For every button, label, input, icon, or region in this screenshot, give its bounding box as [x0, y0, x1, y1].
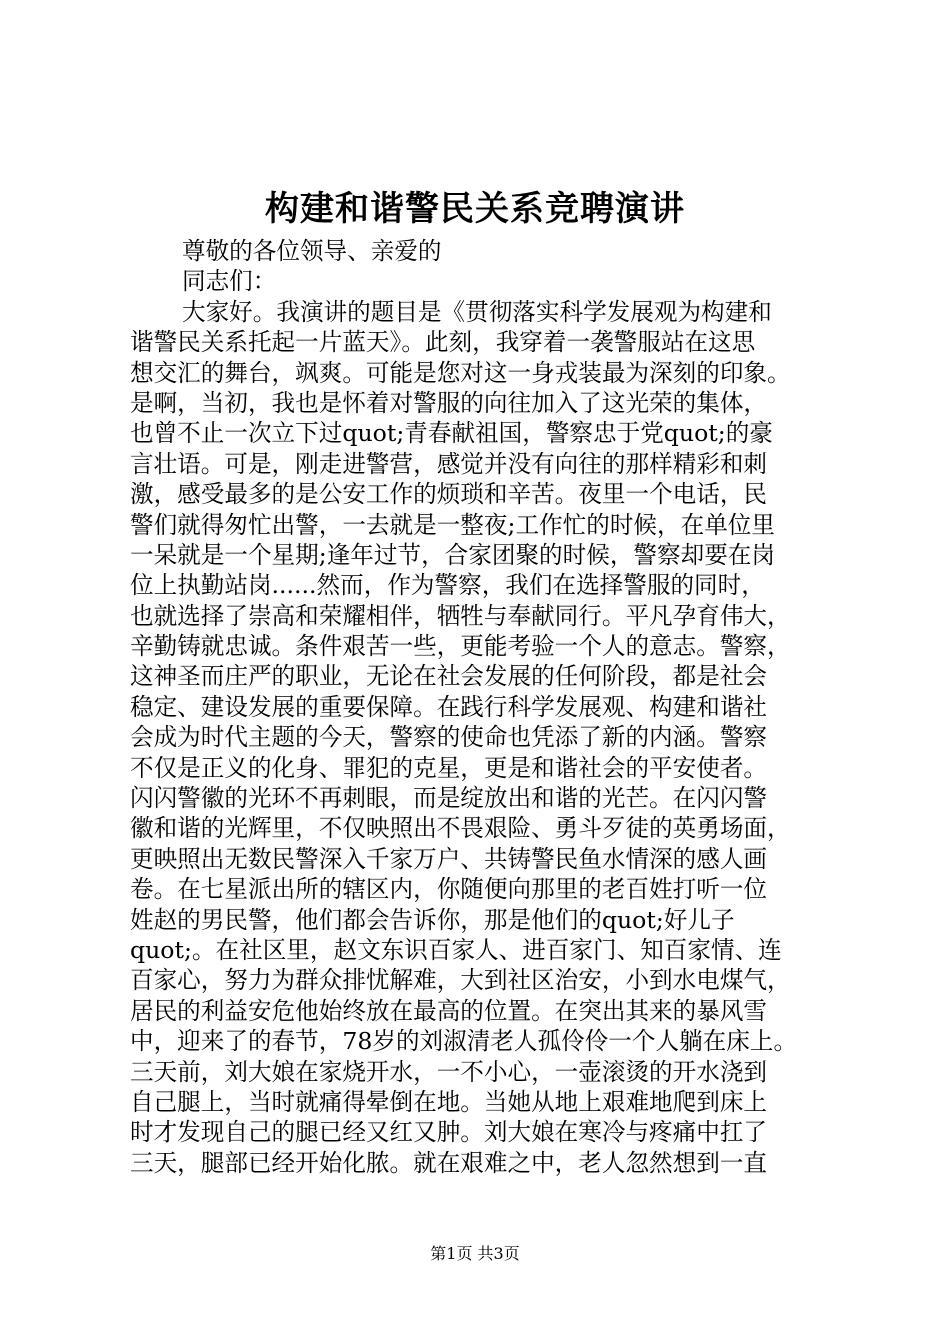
salutation-line-1: 尊敬的各位领导、亲爱的 — [182, 237, 442, 265]
body-line: 一呆就是一个星期;逢年过节，合家团聚的时候，警察却要在岗 — [130, 540, 775, 569]
body-line: 更映照出无数民警深入千家万户、共铸警民鱼水情深的感人画 — [130, 844, 768, 873]
body-line: 这神圣而庄严的职业，无论在社会发展的任何阶段，都是社会 — [130, 662, 768, 691]
body-line: 会成为时代主题的今天，警察的使命也凭添了新的内涵。警察 — [130, 723, 768, 752]
page-number-footer: 第1页 共3页 — [430, 1244, 520, 1263]
body-line: quot;。在社区里，赵文东识百家人、进百家门、知百家情、连 — [130, 935, 782, 964]
body-line: 卷。在七星派出所的辖区内，你随便向那里的老百姓打听一位 — [130, 875, 768, 904]
body-line: 位上执勤站岗......然而，作为警察，我们在选择警服的同时， — [130, 571, 765, 600]
body-line: 是啊，当初，我也是怀着对警服的向往加入了这光荣的集体， — [130, 388, 768, 417]
body-line: 中，迎来了的春节，78岁的刘淑清老人孤伶伶一个人躺在床上。 — [130, 1027, 798, 1056]
body-line: 百家心，努力为群众排忧解难，大到社区治安，小到水电煤气， — [130, 966, 791, 995]
body-line: 想交汇的舞台，飒爽。可能是您对这一身戎装最为深刻的印象。 — [130, 358, 791, 387]
body-line: 姓赵的男民警，他们都会告诉你，那是他们的quot;好儿子 — [130, 905, 735, 934]
salutation-line-2: 同志们： — [182, 267, 277, 296]
body-line: 居民的利益安危他始终放在最高的位置。在突出其来的暴风雪 — [130, 996, 768, 1025]
paragraph-first-line: 大家好。我演讲的题目是《贯彻落实科学发展观为构建和 — [182, 297, 772, 326]
body-line: 三天，腿部已经开始化脓。就在艰难之中，老人忽然想到一直 — [130, 1148, 768, 1177]
body-line: 闪闪警徽的光环不再刺眼，而是绽放出和谐的光芒。在闪闪警 — [130, 784, 768, 813]
body-line: 也就选择了崇高和荣耀相伴，牺牲与奉献同行。平凡孕育伟大， — [130, 601, 791, 630]
body-line: 也曾不止一次立下过quot;青春献祖国，警察忠于党quot;的豪 — [130, 419, 773, 448]
body-line: 稳定、建设发展的重要保障。在践行科学发展观、构建和谐社 — [130, 692, 768, 721]
body-line: 激，感受最多的是公安工作的烦琐和辛苦。夜里一个电话，民 — [130, 480, 768, 509]
body-line: 徽和谐的光辉里，不仅映照出不畏艰险、勇斗歹徒的英勇场面， — [130, 814, 791, 843]
body-line: 谐警民关系托起一片蓝天》。此刻，我穿着一袭警服站在这思 — [130, 328, 756, 357]
document-body — [130, 236, 850, 1178]
body-line: 不仅是正义的化身、罪犯的克星，更是和谐社会的平安使者。 — [130, 753, 768, 782]
document-title: 构建和谐警民关系竞聘演讲 — [265, 189, 685, 229]
body-line: 三天前，刘大娘在家烧开水，一不小心，一壶滚烫的开水浇到 — [130, 1057, 768, 1086]
body-line: 言壮语。可是，刚走进警营，感觉并没有向往的那样精彩和刺 — [130, 449, 768, 478]
body-line: 自己腿上，当时就痛得晕倒在地。当她从地上艰难地爬到床上 — [130, 1087, 768, 1116]
body-line: 时才发现自己的腿已经又红又肿。刘大娘在寒冷与疼痛中扛了 — [130, 1118, 768, 1147]
body-line: 辛勤铸就忠诚。条件艰苦一些，更能考验一个人的意志。警察， — [130, 632, 791, 661]
body-line: 警们就得匆忙出警，一去就是一整夜;工作忙的时候，在单位里 — [130, 510, 775, 539]
